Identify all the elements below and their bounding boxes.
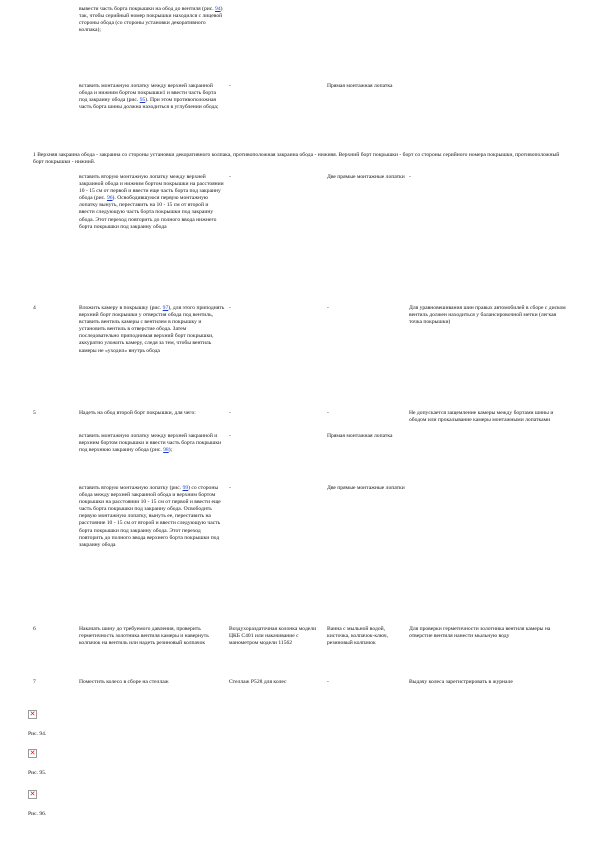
note-cell: Для проверки герметичности золотника вентиля камеры на отверстие вентиля нанести мыльную воду — [409, 626, 551, 640]
instrument-cell: - — [327, 305, 329, 311]
figure-link[interactable]: 98 — [163, 447, 169, 454]
step-number: 6 — [33, 626, 36, 632]
operation-cell: вставить вторую монтажную лопатку (рис. 99) со стороны обода между верхней закраиной обода и верхним бортом покрышки на расстоянии 10 - 15 см от первой и ввести еще часть борта покрышки под закраину обода. Освободить первую монтажную лопатку, вынуть ее, переставить на расстояние 10 - 15 см от второй и ввести следующую часть борта покрышки под закраину обода. Этот переход повторить до полного ввода верхнего борта покрышки под закраину обода — [79, 485, 221, 548]
tools-cell: - — [229, 305, 231, 311]
tools-cell: - — [229, 433, 231, 439]
operation-cell: Накачать шину до требуемого давления, проверить герметичность золотника вентиля камеры и навернуть колпачок на вентиль или надеть резиновый колпачок — [79, 626, 209, 647]
figure-link[interactable]: 96 — [106, 195, 113, 202]
broken-image-icon: ✕ — [29, 749, 36, 757]
figure-caption: Рис. 96. — [28, 811, 47, 817]
operation-cell: вывести часть борта покрышки на обод до вентиля (рис. 94) так, чтобы серийный номер покрышки находился с лицевой стороны обода (со стороны установки декоративного колпака); — [79, 6, 223, 34]
operation-cell: Вложить камеру в покрышку (рис. 97), для этого приподнять верхний борт покрышки у отверстия обода под вентиль, вставить вентиль камеры с вентилем в покрышку и установить вентиль в отверстие обода. Затем последовательно приподнимая верхний борт покрышки, аккуратно уложить камеру, следя за тем, чтобы вентиль камеры не «уходил» внутрь обода — [79, 305, 225, 354]
instrument-cell: Две прямые монтажные лопатки — [327, 485, 405, 491]
operation-cell: вставить монтажную лопатку между верхней закраиной обода и нижним бортом покрышки1 и ввести часть борта под закраину обода (рис. 95). При этом противоположная часть борта шины должна находиться в углублении обода; — [79, 83, 219, 111]
tools-cell: - — [229, 410, 231, 416]
note-cell: Не допускается защемление камеры между бортами шины и ободом или прокалывание камеры монтажными лопатками — [409, 410, 554, 424]
figure-caption: Рис. 95. — [28, 770, 47, 776]
instrument-cell: - — [327, 410, 329, 416]
tools-cell: - — [229, 83, 231, 89]
footnote: 1 Верхняя закраина обода - закраина со стороны установки декоративного колпака, противоположная закраина обода - нижняя. Верхний борт покрышки - борт со стороны серийного номера покрышки, противоположный борт покрышки - нижний. — [33, 152, 560, 166]
broken-image-icon: ✕ — [29, 790, 36, 798]
note-cell: Выдачу колеса зарегистрировать в журнале — [409, 679, 513, 685]
tools-cell: - — [229, 174, 231, 180]
step-number: 7 — [33, 679, 36, 685]
operation-cell: Надеть на обод второй борт покрышки, для чего: — [79, 410, 196, 416]
instrument-cell: Две прямые монтажные лопатки — [327, 174, 405, 180]
tools-cell: - — [229, 485, 231, 491]
step-number: 5 — [33, 410, 36, 416]
figure-link[interactable]: 95 — [139, 97, 146, 104]
figure-link[interactable]: 94 — [215, 6, 221, 12]
instrument-cell: - — [327, 679, 329, 685]
broken-image-icon: ✕ — [29, 710, 36, 718]
figure-link[interactable]: 99 — [182, 485, 189, 491]
figure-link[interactable]: 97 — [162, 305, 169, 311]
instrument-cell: Ванна с мыльной водой, кисточка, колпачок-ключ, резиновый колпачок — [327, 626, 389, 647]
instrument-cell: Прямая монтажная лопатка — [327, 433, 393, 439]
operation-cell: вставить монтажную лопатку между верхней закраиной и верхним бортом покрышки и ввести часть борта покрышки под верхнюю закраину обода (рис. 98); — [79, 433, 222, 454]
operation-cell: вставить вторую монтажную лопатку между верхней закраиной обода и нижним бортом покрышки на расстоянии 10 - 15 см от первой и ввести еще часть борта под закраину обода (рис. 96). Освободившуюся первую монтажную лопатку вынуть, переставить на 10 - 15 см от второй и ввести следующую часть борта покрышки под закраину обода. Этот переход повторить до полного ввода нижнего борта покрышки под закраину обода — [79, 174, 224, 230]
tools-cell: Воздухораздаточная колонка модели ЦКБ С401 или накачивание с манометром модели 11562 — [229, 626, 317, 647]
operation-cell: Поместить колесо в сборе на стеллаж — [79, 679, 169, 685]
step-number: 4 — [33, 305, 36, 311]
instrument-cell: Прямая монтажная лопатка — [327, 83, 393, 89]
note-cell: - — [409, 174, 411, 180]
figure-caption: Рис. 94. — [28, 731, 47, 737]
tools-cell: Стеллаж Р528 для колес — [229, 679, 287, 685]
note-cell: Для уравновешивания шин правых автомобилей в сборе с диском вентиль должен находиться у балансировочной метки (легкая точка покрышки) — [409, 305, 566, 326]
